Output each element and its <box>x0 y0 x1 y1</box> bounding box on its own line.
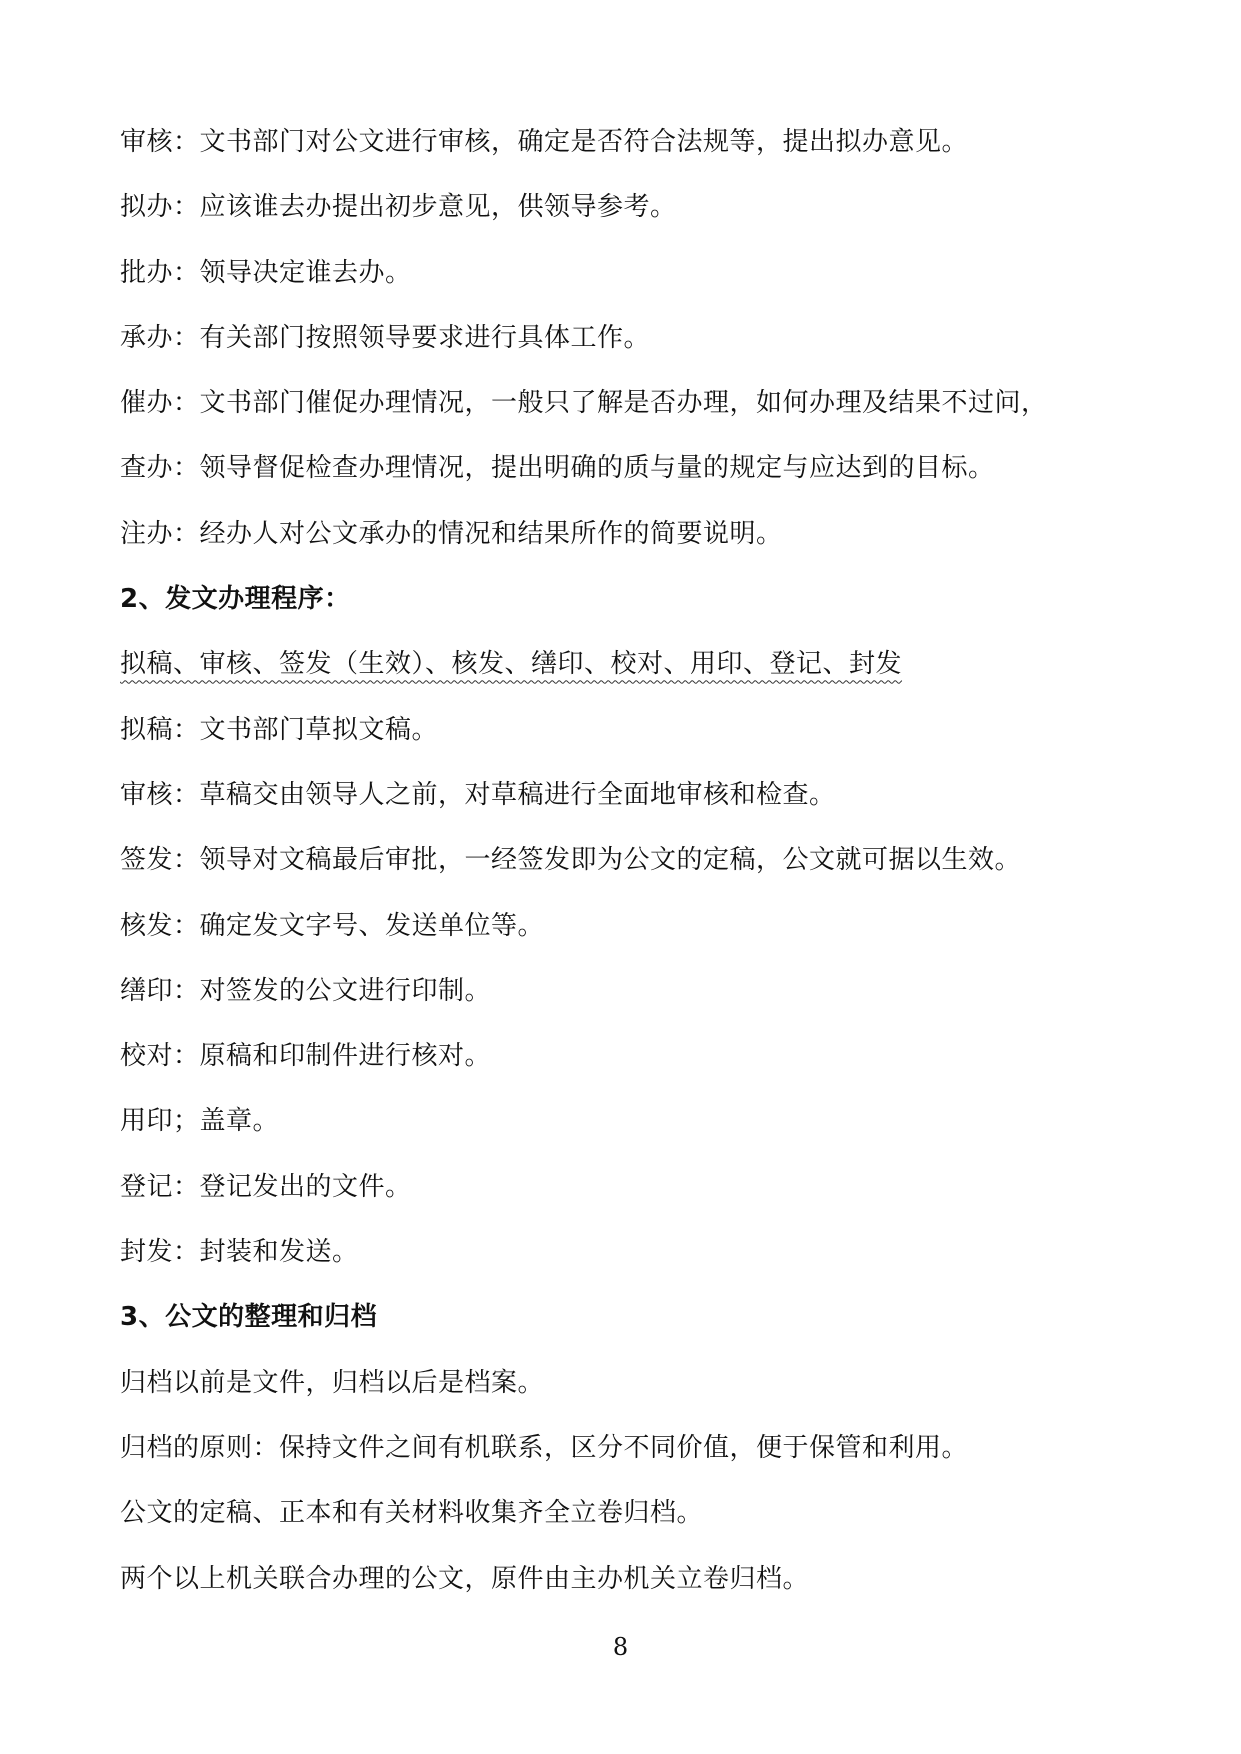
text-line <box>120 1430 1130 1495</box>
line-text: 用印；盖章。 <box>120 1106 280 1137</box>
text-line <box>120 124 1130 189</box>
line-text: 签发：领导对文稿最后审批，一经签发即为公文的定稿，公文就可据以生效。 <box>120 845 1022 876</box>
line-text: 核发：确定发文字号、发送单位等。 <box>120 910 545 941</box>
line-text: 注办：经办人对公文承办的情况和结果所作的简要说明。 <box>120 518 783 549</box>
text-line <box>120 385 1130 450</box>
text-line <box>120 1234 1130 1299</box>
line-text: 校对：原稿和印制件进行核对。 <box>120 1041 492 1072</box>
text-line <box>120 712 1130 777</box>
text-line <box>120 1038 1130 1103</box>
page-number: 8 <box>612 1633 629 1661</box>
line-text: 封发：封装和发送。 <box>120 1237 359 1268</box>
text-line <box>120 1561 1130 1626</box>
page-content <box>120 124 1130 1626</box>
text-line <box>120 842 1130 907</box>
text-line <box>120 450 1130 515</box>
line-text: 公文的定稿、正本和有关材料收集齐全立卷归档。 <box>120 1498 704 1529</box>
line-text: 拟稿：文书部门草拟文稿。 <box>120 714 439 745</box>
text-line <box>120 1365 1130 1430</box>
line-text: 登记：登记发出的文件。 <box>120 1171 412 1202</box>
text-line <box>120 189 1130 254</box>
line-text: 催办：文书部门催促办理情况，一般只了解是否办理，如何办理及结果不过问， <box>120 388 1048 419</box>
line-text: 缮印：对签发的公文进行印制。 <box>120 975 492 1006</box>
text-line <box>120 1495 1130 1560</box>
text-line <box>120 908 1130 973</box>
line-text: 拟办：应该谁去办提出初步意见，供领导参考。 <box>120 192 677 223</box>
text-line <box>120 516 1130 581</box>
line-text: 归档的原则：保持文件之间有机联系，区分不同价值，便于保管和利用。 <box>120 1432 969 1463</box>
section-heading <box>120 1299 1130 1364</box>
line-text: 两个以上机关联合办理的公文，原件由主办机关立卷归档。 <box>120 1563 810 1594</box>
line-text: 查办：领导督促检查办理情况，提出明确的质与量的规定与应达到的目标。 <box>120 453 995 484</box>
wavy-underlined-text: 拟稿、审核、签发（生效）、核发、缮印、校对、用印、登记、封发 <box>120 649 903 680</box>
line-text: 3、公文的整理和归档 <box>120 1302 378 1333</box>
text-line <box>120 255 1130 320</box>
text-line <box>120 973 1130 1038</box>
text-line <box>120 646 1130 711</box>
line-text: 审核：文书部门对公文进行审核，确定是否符合法规等，提出拟办意见。 <box>120 127 969 157</box>
line-text: 审核：草稿交由领导人之前，对草稿进行全面地审核和检查。 <box>120 779 836 810</box>
line-text: 批办：领导决定谁去办。 <box>120 257 412 288</box>
text-line <box>120 320 1130 385</box>
line-text: 归档以前是文件，归档以后是档案。 <box>120 1367 545 1398</box>
section-heading <box>120 581 1130 646</box>
text-line <box>120 777 1130 842</box>
line-text: 承办：有关部门按照领导要求进行具体工作。 <box>120 322 651 353</box>
text-line <box>120 1169 1130 1234</box>
text-line <box>120 1103 1130 1168</box>
line-text: 2、发文办理程序： <box>120 584 351 615</box>
